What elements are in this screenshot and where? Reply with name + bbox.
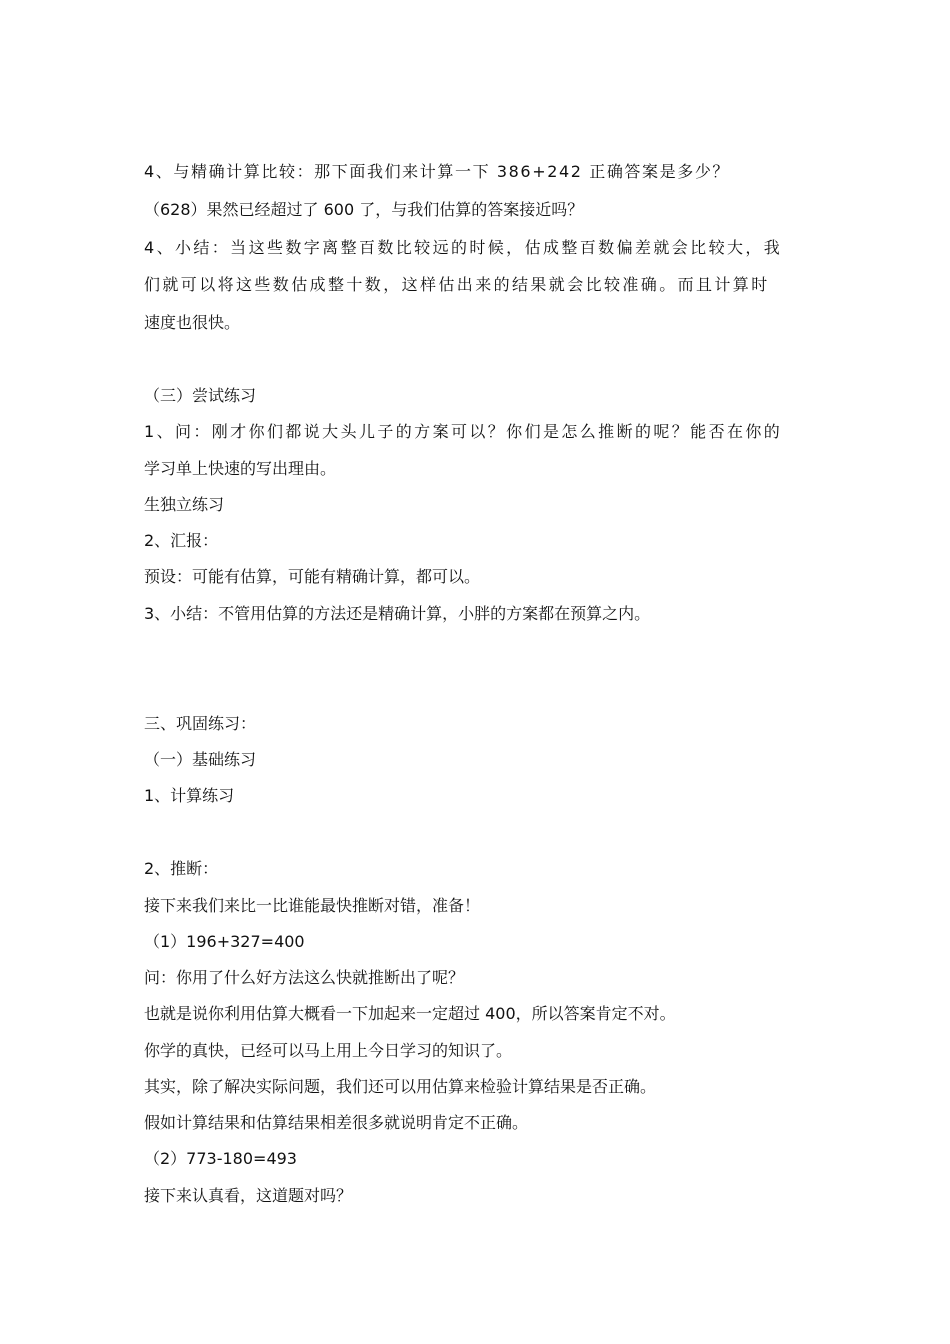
paragraph-line: 学习单上快速的写出理由。: [144, 459, 337, 478]
paragraph-line: 你学的真快，已经可以马上用上今日学习的知识了。: [144, 1041, 513, 1060]
paragraph-line: （628）果然已经超过了 600 了，与我们估算的答案接近吗？: [144, 200, 584, 219]
paragraph-line: 速度也很快。: [144, 313, 241, 332]
paragraph-line: 也就是说你利用估算大概看一下加起来一定超过 400，所以答案肯定不对。: [144, 1004, 676, 1023]
paragraph-line: 问：你用了什么好方法这么快就推断出了呢？: [144, 968, 465, 987]
paragraph-line: 接下来认真看，这道题对吗？: [144, 1186, 353, 1205]
section-heading: 三、巩固练习：: [144, 714, 257, 733]
subsection-heading: （一）基础练习: [144, 750, 257, 769]
paragraph-line: （2）773-180=493: [144, 1149, 297, 1168]
paragraph-line: 们就可以将这些数估成整十数，这样估出来的结果就会比较准确。而且计算时: [144, 275, 770, 294]
paragraph-line: 3、小结：不管用估算的方法还是精确计算，小胖的方案都在预算之内。: [144, 604, 651, 623]
paragraph-line: 4、与精确计算比较：那下面我们来计算一下 386+242 正确答案是多少？: [144, 162, 731, 181]
paragraph-line: 假如计算结果和估算结果相差很多就说明肯定不正确。: [144, 1113, 529, 1132]
section-heading: （三）尝试练习: [144, 386, 257, 405]
paragraph-line: 预设：可能有估算，可能有精确计算，都可以。: [144, 567, 481, 586]
paragraph-line: 1、问：刚才你们都说大头儿子的方案可以？你们是怎么推断的呢？能否在你的: [144, 422, 783, 441]
paragraph-line: 2、推断：: [144, 859, 219, 878]
paragraph-line: 其实，除了解决实际问题，我们还可以用估算来检验计算结果是否正确。: [144, 1077, 657, 1096]
paragraph-line: 4、小结：当这些数字离整百数比较远的时候，估成整百数偏差就会比较大，我: [144, 238, 783, 257]
paragraph-line: 接下来我们来比一比谁能最快推断对错，准备！: [144, 896, 481, 915]
paragraph-line: （1）196+327=400: [144, 932, 305, 951]
paragraph-line: 2、汇报：: [144, 531, 219, 550]
paragraph-line: 1、计算练习: [144, 786, 235, 805]
paragraph-line: 生独立练习: [144, 495, 225, 514]
